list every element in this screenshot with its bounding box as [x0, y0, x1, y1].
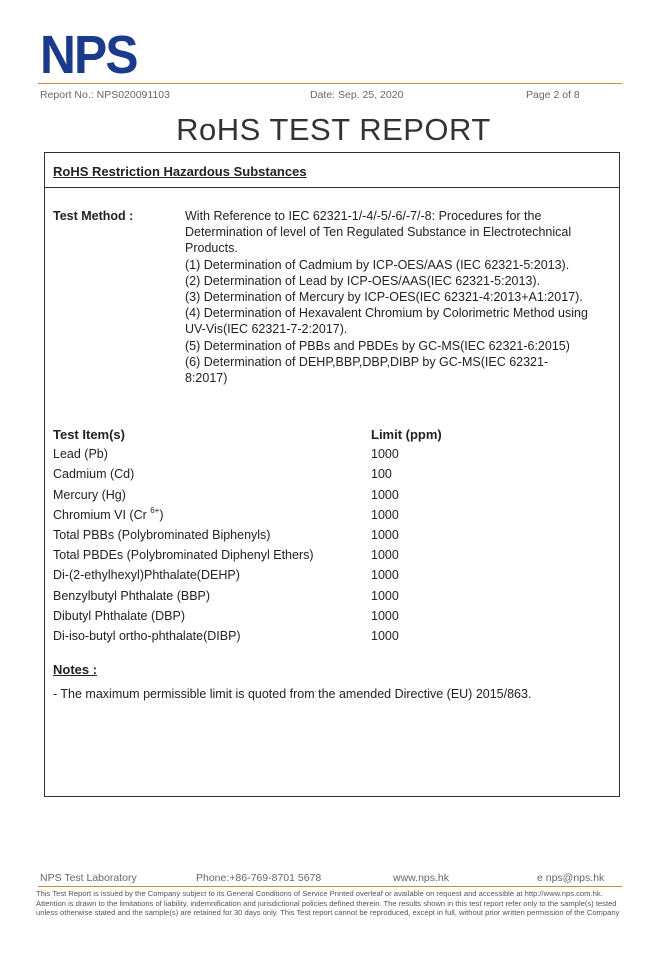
item-name: Total PBDEs (Polybrominated Diphenyl Ethers): [53, 548, 314, 563]
content-box: [44, 152, 620, 797]
table-row: [53, 609, 613, 629]
item-name: Benzylbutyl Phthalate (BBP): [53, 588, 211, 603]
item-name: Dibutyl Phthalate (DBP): [53, 608, 186, 623]
item-limit: 1000: [371, 527, 399, 542]
table-row: [53, 447, 613, 467]
item-name: Mercury (Hg): [53, 487, 126, 502]
table-row: [53, 467, 613, 487]
company-logo: NPS: [40, 25, 137, 85]
method-line: Products.: [185, 241, 238, 256]
table-row: [53, 548, 613, 568]
item-name-chromium: [53, 505, 164, 522]
table-row: [53, 589, 613, 609]
item-name: Chromium VI (Cr: [53, 507, 151, 522]
item-name: Di-iso-butyl ortho-phthalate(DIBP): [53, 628, 241, 643]
test-items-table: [53, 427, 613, 649]
table-row: [53, 629, 613, 649]
item-limit: 1000: [371, 548, 399, 563]
test-method-label: Test Method :: [53, 209, 134, 223]
footer-divider: [38, 886, 622, 887]
footer-phone: Phone:+86-769-8701 5678: [196, 872, 322, 884]
item-limit: 1000: [371, 628, 399, 643]
item-name: Total PBBs (Polybrominated Biphenyls): [53, 527, 271, 542]
item-name: Cadmium (Cd): [53, 467, 135, 482]
header-divider: [38, 83, 622, 84]
method-line: (6) Determination of DEHP,BBP,DBP,DIBP by GC-MS(IEC 62321-: [185, 354, 549, 369]
item-limit: 100: [371, 467, 392, 482]
table-row: [53, 505, 613, 528]
notes-label: Notes :: [53, 662, 98, 677]
method-line: (2) Determination of Lead by ICP-OES/AAS(IEC 62321-5:2013).: [185, 273, 541, 288]
item-limit: 1000: [371, 588, 399, 603]
report-date: Date: Sep. 25, 2020: [310, 89, 404, 101]
table-row: [53, 488, 613, 508]
section-divider: [45, 187, 619, 188]
item-superscript: 6+: [150, 505, 160, 515]
method-line: 8:2017): [185, 371, 228, 386]
table-row: [53, 568, 613, 588]
item-suffix: ): [159, 507, 164, 522]
item-limit: 1000: [371, 447, 399, 462]
test-method-text: [185, 208, 615, 386]
item-name: Di-(2-ethylhexyl)Phthalate(DEHP): [53, 568, 240, 583]
item-limit: 1000: [371, 507, 399, 522]
table-row: [53, 528, 613, 548]
method-line: (3) Determination of Mercury by ICP-OES(IEC 62321-4:2013+A1:2017).: [185, 290, 583, 305]
method-line: (1) Determination of Cadmium by ICP-OES/AAS (IEC 62321-5:2013).: [185, 257, 570, 272]
item-name: Lead (Pb): [53, 447, 108, 462]
footer-email: e nps@nps.hk: [537, 872, 605, 884]
footer-website: www.nps.hk: [393, 872, 450, 884]
notes-text: - The maximum permissible limit is quoted from the amended Directive (EU) 2015/863.: [53, 687, 532, 701]
report-number: Report No.: NPS020091103: [40, 89, 170, 101]
report-title: RoHS TEST REPORT: [176, 112, 491, 147]
method-line: Determination of level of Ten Regulated Substance in Electrotechnical: [185, 225, 572, 240]
header-limit: Limit (ppm): [371, 427, 442, 442]
table-header-row: [53, 427, 613, 447]
item-limit: 1000: [371, 608, 399, 623]
section-title: RoHS Restriction Hazardous Substances: [53, 164, 307, 179]
method-line: UV-Vis(IEC 62321-7-2:2017).: [185, 322, 348, 337]
method-line: (4) Determination of Hexavalent Chromium by Colorimetric Method using: [185, 306, 588, 321]
page-number: Page 2 of 8: [526, 89, 580, 101]
item-limit: 1000: [371, 568, 399, 583]
method-line: With Reference to IEC 62321-1/-4/-5/-6/-7/-8: Procedures for the: [185, 209, 542, 223]
header-test-item: Test Item(s): [53, 427, 125, 442]
footer-lab-name: NPS Test Laboratory: [40, 872, 137, 884]
footer-disclaimer: This Test Report is issued by the Company subject to its General Conditions of Service Printed overleaf or available on request and accessible at http://www.nps.com.hk. Attention is drawn to the limitations of liability, indemnification and jurisdictional policies defined therein. The results shown in this test report refer only to the sample(s) tested unless otherwise stated and the sample(s) are retained for 30 days only. This Test report cannot be reproduced, except in full, without prior written permission of the Company: [36, 889, 620, 918]
method-line: (5) Determination of PBBs and PBDEs by GC-MS(IEC 62321-6:2015): [185, 338, 570, 353]
item-limit: 1000: [371, 487, 399, 502]
